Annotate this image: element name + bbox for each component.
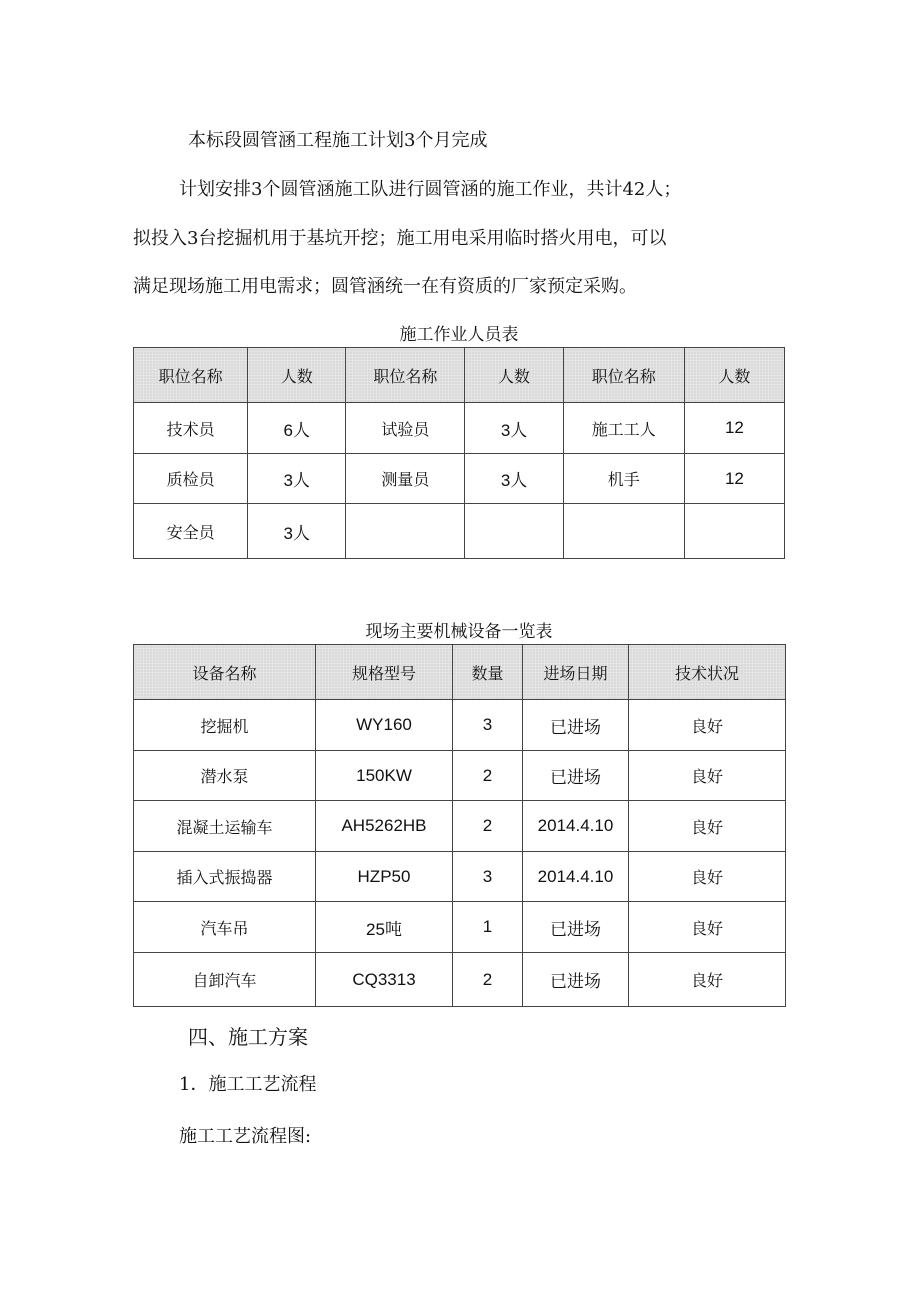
table-cell: CQ3313	[316, 953, 453, 1007]
table-cell: 1	[453, 902, 523, 953]
staff-header-cell: 人数	[248, 348, 346, 403]
table-cell: 自卸汽车	[134, 953, 316, 1007]
table-cell: 机手	[563, 454, 684, 504]
table-cell: 汽车吊	[134, 902, 316, 953]
table-cell	[684, 504, 784, 559]
table-cell: 技术员	[134, 403, 248, 454]
staff-header-cell: 人数	[465, 348, 563, 403]
table-cell: 良好	[629, 700, 786, 751]
table-cell: 2014.4.10	[523, 852, 629, 902]
table-cell	[563, 504, 684, 559]
table-cell: 3人	[248, 454, 346, 504]
table-cell: 2014.4.10	[523, 801, 629, 852]
table-row	[134, 454, 785, 504]
table-cell: 2	[453, 953, 523, 1007]
table-cell: 6人	[248, 403, 346, 454]
table-cell: 良好	[629, 751, 786, 801]
table-cell	[465, 504, 563, 559]
table-row	[134, 902, 786, 953]
intro-paragraph-1: 本标段圆管涵工程施工计划3个月完成	[188, 130, 488, 151]
table-row	[134, 403, 785, 454]
table-cell: 3	[453, 700, 523, 751]
table-cell: 良好	[629, 852, 786, 902]
table-cell: 3人	[248, 504, 346, 559]
table-cell: 潜水泵	[134, 751, 316, 801]
table-cell: 已进场	[523, 902, 629, 953]
table-cell: 试验员	[346, 403, 465, 454]
table-cell: 挖掘机	[134, 700, 316, 751]
table-cell: 12	[684, 454, 784, 504]
section-heading: 四、施工方案	[188, 1025, 308, 1049]
staff-table	[133, 347, 785, 559]
table-cell: 良好	[629, 801, 786, 852]
table-cell: 3	[453, 852, 523, 902]
staff-header-cell: 人数	[684, 348, 784, 403]
table-row	[134, 700, 786, 751]
staff-header-cell: 职位名称	[346, 348, 465, 403]
table-cell: 施工工人	[563, 403, 684, 454]
staff-table-header-row	[134, 348, 785, 403]
table-cell: 已进场	[523, 953, 629, 1007]
table-row	[134, 751, 786, 801]
table-cell: 良好	[629, 953, 786, 1007]
table-cell: 已进场	[523, 700, 629, 751]
table-cell: 良好	[629, 902, 786, 953]
table-cell: 插入式振捣器	[134, 852, 316, 902]
staff-table-title: 施工作业人员表	[399, 325, 519, 345]
table-cell	[346, 504, 465, 559]
table-row	[134, 852, 786, 902]
table-cell: 混凝土运输车	[134, 801, 316, 852]
table-cell: 12	[684, 403, 784, 454]
table-cell: 已进场	[523, 751, 629, 801]
table-cell: 150KW	[316, 751, 453, 801]
table-cell: 2	[453, 751, 523, 801]
subsection-heading: 1．施工工艺流程	[179, 1074, 317, 1095]
table-row	[134, 953, 786, 1007]
equipment-table	[133, 644, 786, 1007]
table-cell: 25吨	[316, 902, 453, 953]
equipment-table-header-row	[134, 645, 786, 700]
intro-paragraph-2: 计划安排3个圆管涵施工队进行圆管涵的施工作业，共计42人；	[179, 179, 682, 200]
equipment-header-cell: 规格型号	[316, 645, 453, 700]
flow-chart-label: 施工工艺流程图:	[179, 1126, 312, 1147]
table-row	[134, 504, 785, 559]
table-cell: WY160	[316, 700, 453, 751]
equipment-header-cell: 进场日期	[523, 645, 629, 700]
table-cell: AH5262HB	[316, 801, 453, 852]
table-cell: 2	[453, 801, 523, 852]
table-cell: 质检员	[134, 454, 248, 504]
equipment-header-cell: 设备名称	[134, 645, 316, 700]
table-cell: 3人	[465, 454, 563, 504]
staff-header-cell: 职位名称	[134, 348, 248, 403]
table-cell: 安全员	[134, 504, 248, 559]
staff-header-cell: 职位名称	[563, 348, 684, 403]
equipment-header-cell: 数量	[453, 645, 523, 700]
intro-paragraph-3: 拟投入3台挖掘机用于基坑开挖；施工用电采用临时搭火用电，可以	[133, 228, 667, 249]
equipment-header-cell: 技术状况	[629, 645, 786, 700]
table-cell: 测量员	[346, 454, 465, 504]
table-cell: HZP50	[316, 852, 453, 902]
intro-paragraph-4: 满足现场施工用电需求；圆管涵统一在有资质的厂家预定采购。	[133, 276, 637, 297]
equipment-table-title: 现场主要机械设备一览表	[365, 622, 553, 642]
table-cell: 3人	[465, 403, 563, 454]
table-row	[134, 801, 786, 852]
